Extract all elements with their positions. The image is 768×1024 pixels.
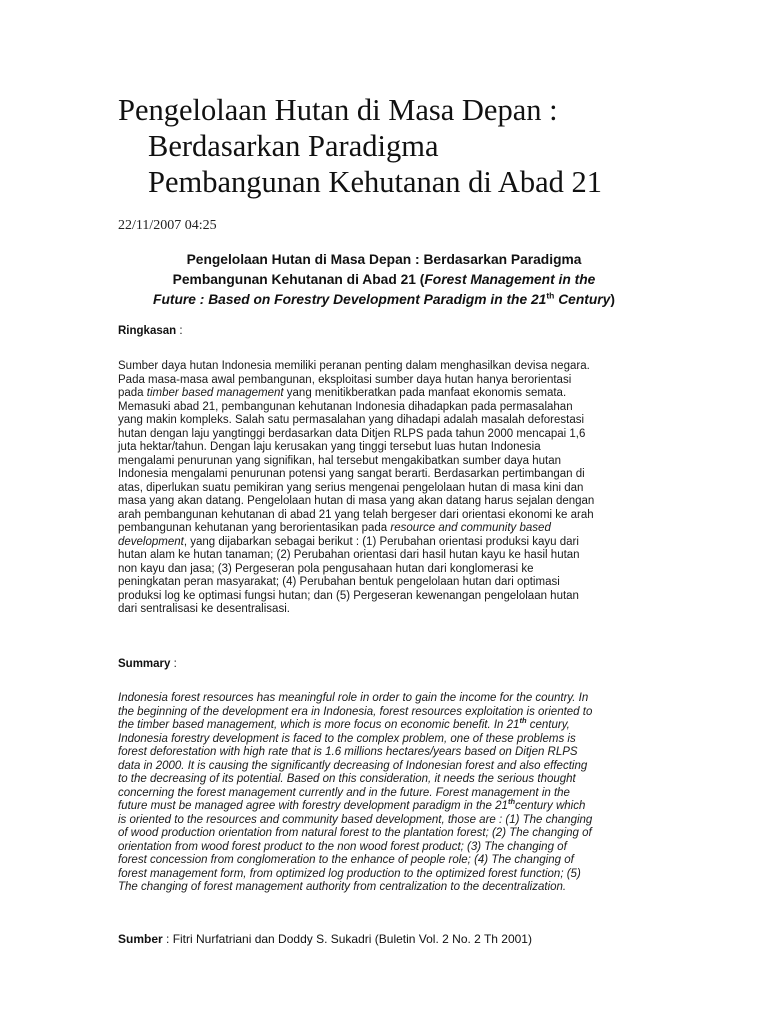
ringkasan-line: non kayu dan jasa; (3) Pergeseran pola pengusahaan hutan dari konglomerasi ke	[118, 562, 534, 575]
ringkasan-text: pembangunan kehutanan yang berorientasikan pada	[118, 522, 391, 534]
summary-text: the timber based management, which is more focus on economic benefit. In 21	[118, 719, 520, 731]
subtitle-sup: th	[546, 290, 555, 301]
ringkasan-line: arah pembangunan kehutanan di abad 21 yang telah bergeser dari orientasi ekonomi ke arah	[118, 508, 594, 521]
summary-line: is oriented to the resources and community based development, those are : (1) The changing	[118, 813, 593, 826]
summary-line: forest concession from conglomeration to the enhance of people role; (4) The changing of	[118, 854, 574, 866]
ringkasan-italic: development	[118, 535, 184, 548]
summary-sup: th	[507, 797, 516, 807]
ringkasan-line: masa yang akan datang. Pengelolaan hutan di masa yang akan datang harus sejalan dengan	[118, 495, 595, 507]
ringkasan-line: Indonesia mengalami penurunan potensi yang sangat berarti. Berdasarkan pertimbangan di	[118, 468, 585, 480]
summary-line: forest management form, from optimized log production to the optimized forest function; (5)	[118, 867, 581, 880]
summary-paragraph	[118, 692, 658, 895]
summary-line: the beginning of the development era in Indonesia, forest resources exploitation is oriented to	[118, 705, 593, 718]
title-line-3: Pembangunan Kehutanan di Abad 21	[148, 165, 603, 199]
source-label: Sumber	[118, 932, 163, 946]
summary-line: data in 2000. It is causing the significantly decreasing of Indonesian forest and also effecting	[118, 759, 588, 772]
summary-text: future must be managed agree with forestry development paradigm in the 21	[118, 800, 508, 812]
summary-line	[118, 797, 658, 814]
source-text: : Fitri Nurfatriani dan Doddy S. Sukadri (Buletin Vol. 2 No. 2 Th 2001)	[162, 932, 532, 946]
ringkasan-heading-label: Ringkasan	[118, 325, 177, 337]
ringkasan-line	[118, 522, 658, 536]
summary-heading-colon: :	[170, 658, 177, 670]
ringkasan-heading-colon: :	[176, 325, 183, 337]
summary-sup: th	[519, 716, 527, 726]
summary-line: of wood production orientation from natural forest to the plantation forest; (2) The changing of	[118, 827, 592, 839]
summary-line: Indonesia forestry development is faced to the complex problem, one of these problems is	[118, 732, 576, 745]
ringkasan-heading	[118, 325, 183, 337]
subtitle-close: )	[610, 292, 615, 307]
ringkasan-line: juta hektar/tahun. Dengan laju kerusakan yang tinggi tersebut luas hutan Indonesia	[118, 441, 541, 453]
ringkasan-paragraph	[118, 360, 658, 617]
subtitle-italic-3: Century	[554, 292, 611, 307]
ringkasan-line: produksi log ke optimasi fungsi hutan; dan (5) Pergeseran kewenangan pengelolaan hutan	[118, 589, 579, 602]
ringkasan-line: dari sentralisasi ke desentralisasi.	[118, 603, 290, 615]
summary-line: The changing of forest management authority from centralization to the decentralization.	[118, 881, 567, 893]
summary-line: orientation from wood forest product to the non wood forest product; (3) The changing of	[118, 840, 567, 853]
ringkasan-line: atas, diperlukan suatu pemikiran yang serius mengenai pengelolaan hutan di masa kini dan	[118, 481, 584, 494]
ringkasan-text: yang menitikberatkan pada manfaat ekonomis semata.	[283, 387, 567, 399]
ringkasan-line: peningkatan peran masyarakat; (4) Perubahan bentuk pengelolaan hutan dari optimasi	[118, 576, 560, 588]
summary-heading-label: Summary	[118, 658, 171, 670]
summary-line: concerning the forest management currently and in the future. Forest management in the	[118, 786, 570, 799]
article-title	[118, 92, 718, 200]
subtitle-part-1: Pengelolaan Hutan di Masa Depan : Berdasarkan Paradigma	[186, 252, 582, 267]
publish-datestamp: 22/11/2007 04:25	[118, 218, 217, 233]
summary-text: century which	[515, 800, 586, 812]
summary-line: Indonesia forest resources has meaningful role in order to gain the income for the country. In	[118, 692, 589, 704]
summary-line: forest deforestation with high rate that is 1.6 millions hectares/years based on Ditjen RLPS	[118, 746, 578, 758]
summary-heading	[118, 658, 177, 670]
ringkasan-text: pada	[118, 387, 147, 399]
ringkasan-italic: resource and community based	[390, 522, 551, 534]
subtitle-italic-2: Future : Based on Forestry Development Paradigm in the 21	[153, 292, 547, 307]
ringkasan-line: hutan dengan laju yangtinggi berdasarkan data Ditjen RLPS pada tahun 2000 mencapai 1,6	[118, 427, 586, 440]
ringkasan-line: Pada masa-masa awal pembangunan, eksploitasi sumber daya hutan hanya berorientasi	[118, 373, 572, 386]
summary-line	[118, 716, 658, 733]
summary-text: century,	[526, 719, 570, 731]
title-line-2: Berdasarkan Paradigma	[148, 129, 439, 163]
title-line-1: Pengelolaan Hutan di Masa Depan :	[118, 93, 558, 127]
ringkasan-line: yang makin kompleks. Salah satu permasalahan yang dihadapi adalah masalah deforestasi	[118, 414, 585, 426]
summary-line: to the decreasing of its potential. Based on this consideration, it needs the serious thought	[118, 773, 576, 785]
article-subtitle	[118, 250, 650, 310]
ringkasan-line: mengalami penurunan yang signifikan, hal tersebut mengakibatkan sumber daya hutan	[118, 454, 562, 467]
source-citation	[118, 932, 532, 946]
ringkasan-line: hutan alam ke hutan tanaman; (2) Perubahan orientasi dari hasil hutan kayu ke hasil hutan	[118, 549, 580, 561]
subtitle-italic-1: Forest Management in the	[424, 272, 596, 287]
ringkasan-text: , yang dijabarkan sebagai berikut : (1) Perubahan orientasi produksi kayu dari	[183, 535, 579, 548]
ringkasan-line	[118, 387, 658, 401]
ringkasan-line	[118, 536, 658, 550]
ringkasan-line: Memasuki abad 21, pembangunan kehutanan Indonesia dihadapkan pada permasalahan	[118, 400, 573, 413]
ringkasan-italic: timber based management	[146, 387, 284, 399]
ringkasan-line: Sumber daya hutan Indonesia memiliki peranan penting dalam menghasilkan devisa negara.	[118, 360, 590, 372]
subtitle-part-2: Pembangunan Kehutanan di Abad 21 (	[172, 272, 425, 287]
